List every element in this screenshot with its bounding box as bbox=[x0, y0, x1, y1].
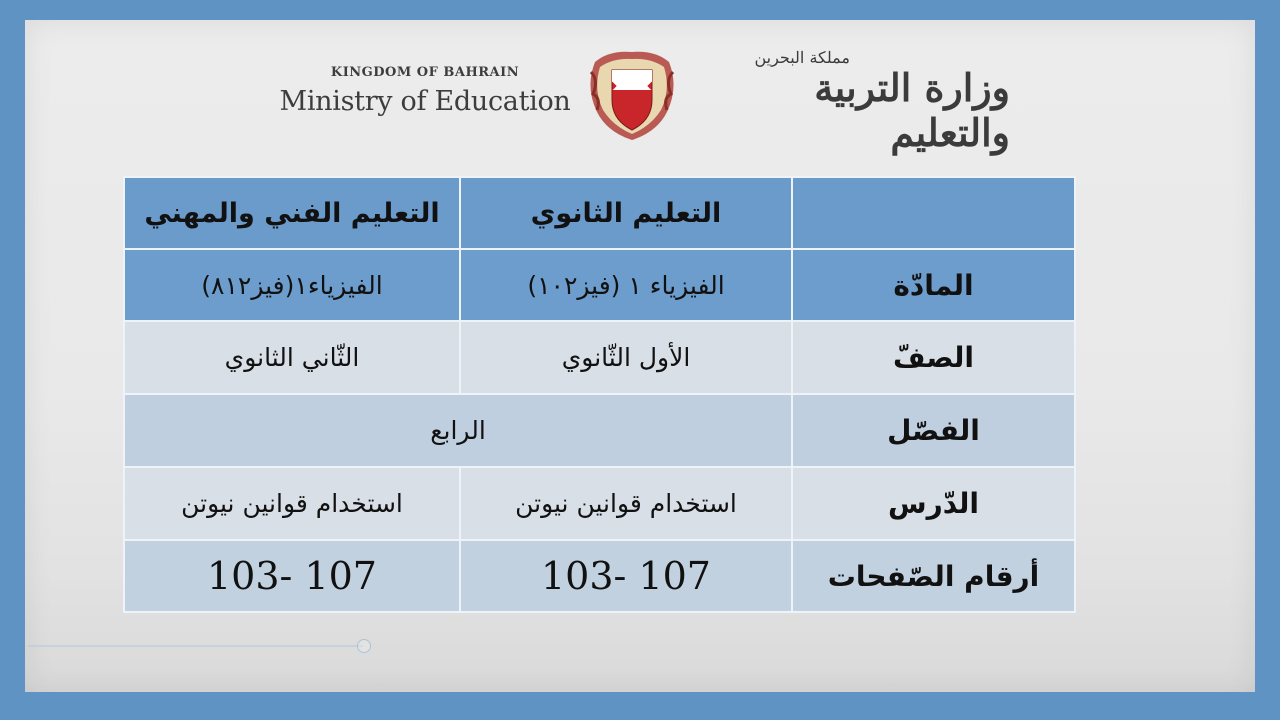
header-secondary: التعليم الثانوي bbox=[460, 177, 792, 249]
table-row-pages bbox=[124, 540, 1075, 612]
pages-vocational: 103- 107 bbox=[124, 540, 460, 612]
table-row-grade bbox=[124, 321, 1075, 394]
subject-secondary: الفيزياء ١ (فيز١٠٢) bbox=[460, 249, 792, 321]
header-empty-cell bbox=[792, 177, 1075, 249]
ministry-en: Ministry of Education bbox=[279, 86, 571, 117]
ministry-ar: وزارة التربية والتعليم bbox=[814, 65, 1010, 155]
row-label-chapter: الفصّل bbox=[792, 394, 1075, 467]
bahrain-crest-icon bbox=[585, 42, 680, 142]
header-english bbox=[265, 65, 585, 117]
subject-vocational: الفيزياء١(فيز٨١٢) bbox=[124, 249, 460, 321]
table-header-row bbox=[124, 177, 1075, 249]
header-vocational: التعليم الفني والمهني bbox=[124, 177, 460, 249]
kingdom-en: KINGDOM OF BAHRAIN bbox=[330, 65, 520, 80]
table-row-subject bbox=[124, 249, 1075, 321]
table-row-chapter bbox=[124, 394, 1075, 467]
chapter-value: الرابع bbox=[124, 394, 792, 467]
row-label-grade: الصفّ bbox=[792, 321, 1075, 394]
table-row-lesson bbox=[124, 467, 1075, 540]
video-progress-handle[interactable] bbox=[357, 639, 371, 653]
pages-secondary: 103- 107 bbox=[460, 540, 792, 612]
grade-secondary: الأول الثّانوي bbox=[460, 321, 792, 394]
row-label-pages: أرقام الصّفحات bbox=[792, 540, 1075, 612]
lesson-secondary: استخدام قوانين نيوتن bbox=[460, 467, 792, 540]
lesson-vocational: استخدام قوانين نيوتن bbox=[124, 467, 460, 540]
kingdom-ar: مملكة البحرين bbox=[754, 48, 850, 67]
header-arabic bbox=[690, 48, 1010, 155]
row-label-lesson: الدّرس bbox=[792, 467, 1075, 540]
curriculum-table bbox=[123, 176, 1076, 613]
row-label-subject: المادّة bbox=[792, 249, 1075, 321]
grade-vocational: الثّاني الثانوي bbox=[124, 321, 460, 394]
video-progress-track[interactable] bbox=[28, 645, 363, 647]
